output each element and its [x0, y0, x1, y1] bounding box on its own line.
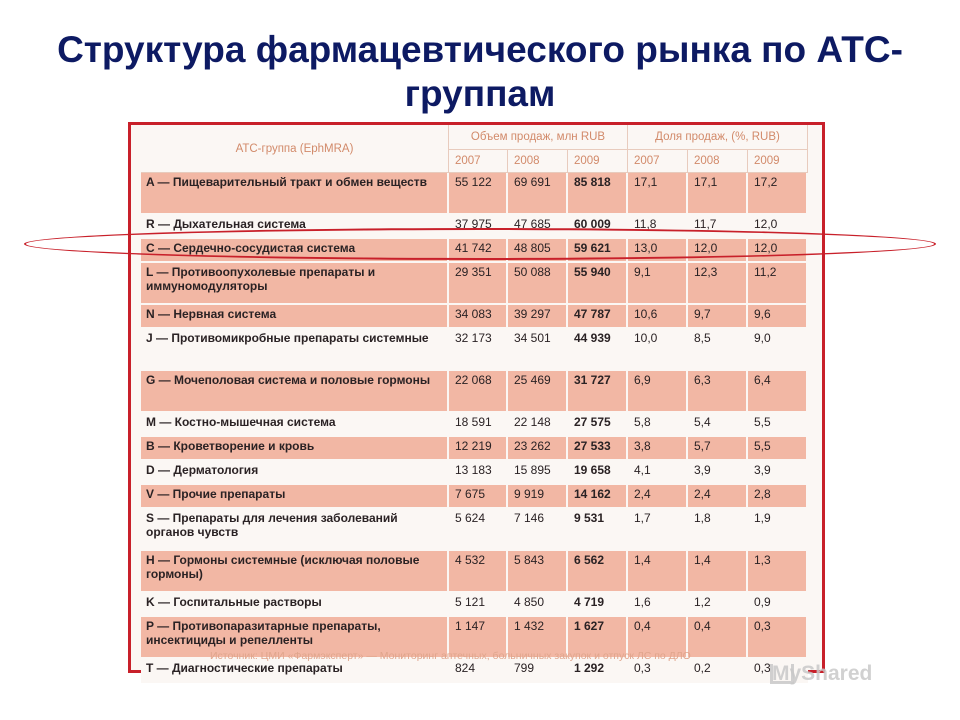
table-row — [141, 215, 808, 239]
sales-share-cell: 17,1 — [628, 173, 688, 215]
sales-volume-cell: 9 531 — [568, 509, 628, 551]
sales-share-cell: 2,4 — [628, 485, 688, 509]
sales-share-cell: 0,3 — [748, 617, 808, 659]
table-row — [141, 551, 808, 593]
atc-group-name: L — Противоопухолевые препараты и иммуномодуляторы — [141, 263, 449, 305]
sales-share-cell: 0,4 — [688, 617, 748, 659]
sales-volume-cell: 27 533 — [568, 437, 628, 461]
sales-share-cell: 9,7 — [688, 305, 748, 329]
sales-share-cell: 5,5 — [748, 413, 808, 437]
sales-share-cell: 10,6 — [628, 305, 688, 329]
atc-market-table — [141, 125, 808, 683]
sales-share-cell: 1,8 — [688, 509, 748, 551]
sales-share-cell: 13,0 — [628, 239, 688, 263]
sales-volume-cell: 47 787 — [568, 305, 628, 329]
table-row — [141, 485, 808, 509]
table-row — [141, 509, 808, 551]
sales-share-cell: 3,9 — [748, 461, 808, 485]
sales-volume-cell: 7 675 — [449, 485, 508, 509]
sales-share-cell: 1,9 — [748, 509, 808, 551]
sales-share-cell: 1,6 — [628, 593, 688, 617]
sales-share-cell: 9,0 — [748, 329, 808, 371]
sales-volume-cell: 1 432 — [508, 617, 568, 659]
sales-share-cell: 3,9 — [688, 461, 748, 485]
sales-volume-cell: 50 088 — [508, 263, 568, 305]
sales-share-cell: 5,7 — [688, 437, 748, 461]
sales-volume-cell: 39 297 — [508, 305, 568, 329]
sales-volume-cell: 9 919 — [508, 485, 568, 509]
sales-volume-cell: 1 147 — [449, 617, 508, 659]
table-row — [141, 263, 808, 305]
atc-group-name: P — Противопаразитарные препараты, инсектициды и репелленты — [141, 617, 449, 659]
header-year: 2007 — [628, 150, 688, 173]
sales-volume-cell: 799 — [508, 659, 568, 683]
table-row — [141, 413, 808, 437]
sales-share-cell: 1,4 — [628, 551, 688, 593]
sales-volume-cell: 48 805 — [508, 239, 568, 263]
sales-volume-cell: 7 146 — [508, 509, 568, 551]
atc-group-name: M — Костно-мышечная система — [141, 413, 449, 437]
table-row — [141, 173, 808, 215]
table-row — [141, 593, 808, 617]
atc-group-name: S — Препараты для лечения заболеваний органов чувств — [141, 509, 449, 551]
sales-share-cell: 10,0 — [628, 329, 688, 371]
sales-volume-cell: 29 351 — [449, 263, 508, 305]
table-row — [141, 461, 808, 485]
atc-group-name: T — Диагностические препараты — [141, 659, 449, 683]
source-note: Источник: ЦМИ «Фармэксперт» — Мониторинг аптечных, больничных закупок и отпуск ЛС по ДЛО — [210, 650, 691, 662]
sales-share-cell: 12,0 — [688, 239, 748, 263]
header-year: 2007 — [449, 150, 508, 173]
table-body — [141, 173, 808, 683]
sales-volume-cell: 41 742 — [449, 239, 508, 263]
sales-volume-cell: 12 219 — [449, 437, 508, 461]
atc-group-name: C — Сердечно-сосудистая система — [141, 239, 449, 263]
atc-group-name: K — Госпитальные растворы — [141, 593, 449, 617]
sales-share-cell: 0,2 — [688, 659, 748, 683]
sales-share-cell: 12,0 — [748, 215, 808, 239]
sales-share-cell: 1,2 — [688, 593, 748, 617]
sales-share-cell: 0,3 — [628, 659, 688, 683]
sales-volume-cell: 34 501 — [508, 329, 568, 371]
sales-volume-cell: 47 685 — [508, 215, 568, 239]
atc-group-name: V — Прочие препараты — [141, 485, 449, 509]
sales-share-cell: 5,5 — [748, 437, 808, 461]
header-sales-share: Доля продаж, (%, RUB) — [628, 125, 808, 150]
sales-share-cell: 1,7 — [628, 509, 688, 551]
sales-volume-cell: 55 940 — [568, 263, 628, 305]
sales-volume-cell: 4 532 — [449, 551, 508, 593]
sales-share-cell: 3,8 — [628, 437, 688, 461]
sales-share-cell: 12,3 — [688, 263, 748, 305]
table-row — [141, 329, 808, 371]
sales-share-cell: 0,4 — [628, 617, 688, 659]
sales-volume-cell: 13 183 — [449, 461, 508, 485]
sales-volume-cell: 25 469 — [508, 371, 568, 413]
atc-group-name: B — Кроветворение и кровь — [141, 437, 449, 461]
sales-share-cell: 0,3 — [748, 659, 808, 683]
sales-volume-cell: 85 818 — [568, 173, 628, 215]
sales-volume-cell: 1 627 — [568, 617, 628, 659]
table-row — [141, 305, 808, 329]
sales-volume-cell: 59 621 — [568, 239, 628, 263]
sales-volume-cell: 44 939 — [568, 329, 628, 371]
sales-volume-cell: 23 262 — [508, 437, 568, 461]
sales-volume-cell: 60 009 — [568, 215, 628, 239]
atc-group-name: R — Дыхательная система — [141, 215, 449, 239]
sales-share-cell: 12,0 — [748, 239, 808, 263]
sales-volume-cell: 69 691 — [508, 173, 568, 215]
header-sales-volume: Объем продаж, млн RUB — [449, 125, 628, 150]
sales-volume-cell: 4 719 — [568, 593, 628, 617]
header-year: 2008 — [688, 150, 748, 173]
sales-volume-cell: 31 727 — [568, 371, 628, 413]
sales-share-cell: 11,7 — [688, 215, 748, 239]
watermark-logo: MyShared — [772, 662, 873, 685]
sales-share-cell: 2,4 — [688, 485, 748, 509]
sales-share-cell: 8,5 — [688, 329, 748, 371]
sales-share-cell: 6,4 — [748, 371, 808, 413]
sales-share-cell: 4,1 — [628, 461, 688, 485]
atc-group-name: J — Противомикробные препараты системные — [141, 329, 449, 371]
table-row — [141, 239, 808, 263]
sales-volume-cell: 824 — [449, 659, 508, 683]
sales-share-cell: 5,4 — [688, 413, 748, 437]
sales-share-cell: 17,1 — [688, 173, 748, 215]
sales-volume-cell: 4 850 — [508, 593, 568, 617]
sales-share-cell: 9,1 — [628, 263, 688, 305]
sales-share-cell: 17,2 — [748, 173, 808, 215]
atc-group-name: N — Нервная система — [141, 305, 449, 329]
sales-volume-cell: 27 575 — [568, 413, 628, 437]
table-row — [141, 371, 808, 413]
table-row — [141, 437, 808, 461]
sales-volume-cell: 6 562 — [568, 551, 628, 593]
sales-volume-cell: 32 173 — [449, 329, 508, 371]
header-year: 2009 — [568, 150, 628, 173]
sales-volume-cell: 19 658 — [568, 461, 628, 485]
atc-group-name: D — Дерматология — [141, 461, 449, 485]
atc-group-name: A — Пищеварительный тракт и обмен веществ — [141, 173, 449, 215]
sales-share-cell: 5,8 — [628, 413, 688, 437]
header-atc-group: АТС-группа (EphMRA) — [141, 125, 449, 173]
atc-group-name: G — Мочеполовая система и половые гормоны — [141, 371, 449, 413]
sales-volume-cell: 1 292 — [568, 659, 628, 683]
sales-volume-cell: 37 975 — [449, 215, 508, 239]
sales-volume-cell: 14 162 — [568, 485, 628, 509]
atc-group-name: H — Гормоны системные (исключая половые гормоны) — [141, 551, 449, 593]
sales-share-cell: 11,8 — [628, 215, 688, 239]
sales-share-cell: 11,2 — [748, 263, 808, 305]
sales-volume-cell: 18 591 — [449, 413, 508, 437]
sales-volume-cell: 34 083 — [449, 305, 508, 329]
header-year: 2009 — [748, 150, 808, 173]
sales-volume-cell: 5 121 — [449, 593, 508, 617]
sales-volume-cell: 5 843 — [508, 551, 568, 593]
sales-share-cell: 1,4 — [688, 551, 748, 593]
sales-volume-cell: 22 068 — [449, 371, 508, 413]
sales-share-cell: 6,9 — [628, 371, 688, 413]
sales-share-cell: 6,3 — [688, 371, 748, 413]
sales-share-cell: 9,6 — [748, 305, 808, 329]
sales-volume-cell: 22 148 — [508, 413, 568, 437]
sales-volume-cell: 5 624 — [449, 509, 508, 551]
sales-share-cell: 0,9 — [748, 593, 808, 617]
sales-volume-cell: 15 895 — [508, 461, 568, 485]
slide-title: Структура фармацевтического рынка по АТС-группам — [57, 29, 903, 114]
sales-volume-cell: 55 122 — [449, 173, 508, 215]
sales-share-cell: 2,8 — [748, 485, 808, 509]
header-year: 2008 — [508, 150, 568, 173]
sales-share-cell: 1,3 — [748, 551, 808, 593]
table-row — [141, 659, 808, 683]
